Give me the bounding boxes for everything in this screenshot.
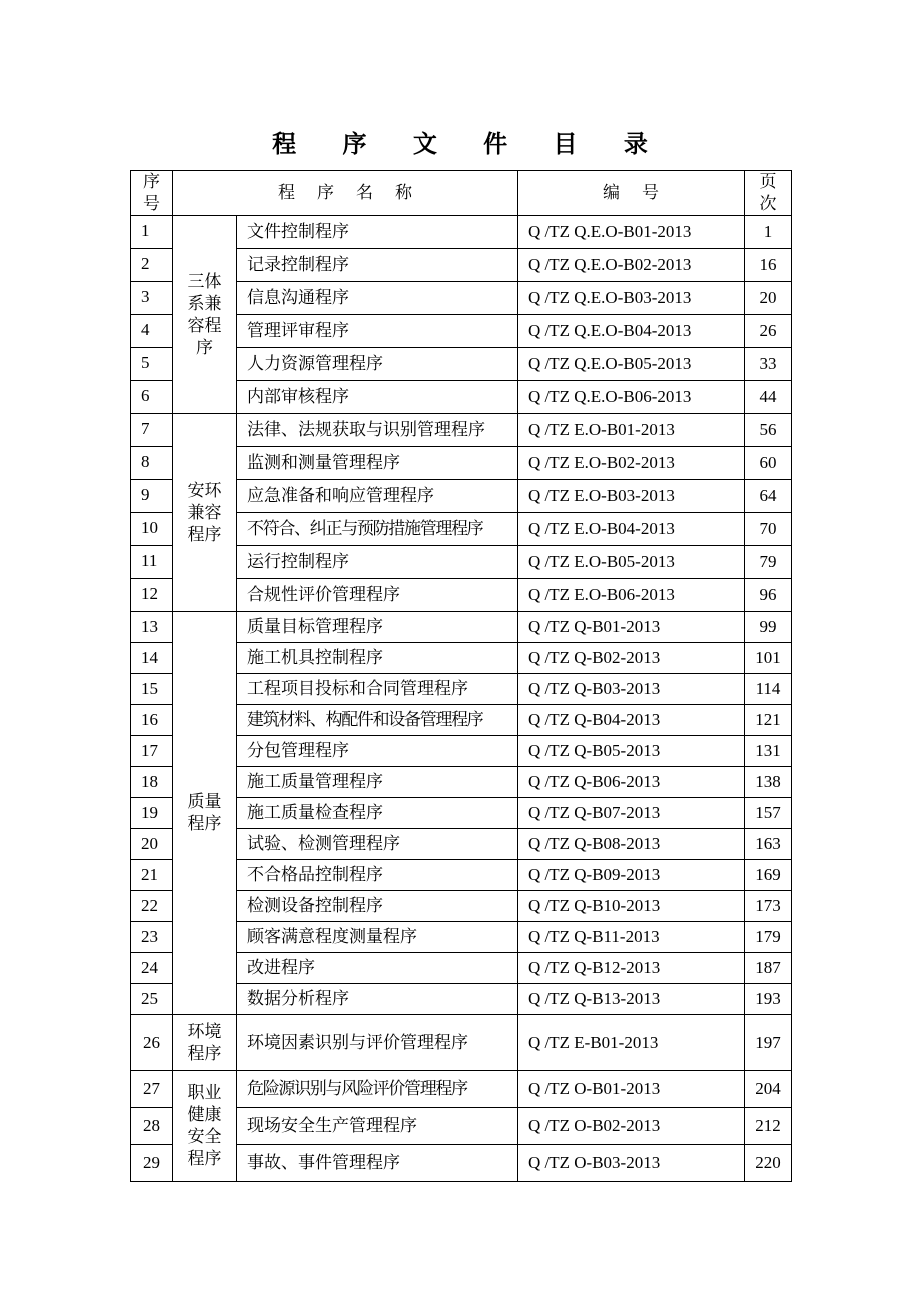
procedure-code: Q /TZ Q-B12-2013 [518, 953, 745, 984]
procedure-name: 应急准备和响应管理程序 [237, 480, 518, 513]
procedure-code: Q /TZ Q-B03-2013 [518, 674, 745, 705]
procedure-name: 合规性评价管理程序 [237, 579, 518, 612]
row-number: 19 [131, 798, 173, 829]
page-number: 99 [745, 612, 792, 643]
page-number: 56 [745, 414, 792, 447]
row-number: 8 [131, 447, 173, 480]
row-number: 3 [131, 282, 173, 315]
page-number: 70 [745, 513, 792, 546]
procedure-code: Q /TZ Q-B06-2013 [518, 767, 745, 798]
procedure-name: 改进程序 [237, 953, 518, 984]
procedure-code: Q /TZ Q-B01-2013 [518, 612, 745, 643]
group-label-line: 程序 [187, 1043, 222, 1064]
procedure-code: Q /TZ Q-B08-2013 [518, 829, 745, 860]
page-number: 114 [745, 674, 792, 705]
procedure-code: Q /TZ E-B01-2013 [518, 1015, 745, 1071]
header-number [131, 171, 173, 216]
page-number: 163 [745, 829, 792, 860]
row-number: 16 [131, 705, 173, 736]
header-page-line2: 次 [759, 194, 777, 214]
procedure-name: 内部审核程序 [237, 381, 518, 414]
page-number: 197 [745, 1015, 792, 1071]
procedure-name: 不符合、纠正与预防措施管理程序 [237, 513, 518, 546]
procedure-code: Q /TZ O-B03-2013 [518, 1145, 745, 1182]
procedure-code: Q /TZ E.O-B02-2013 [518, 447, 745, 480]
row-number: 20 [131, 829, 173, 860]
document-title: 程 序 文 件 目 录 [272, 130, 667, 158]
procedure-code: Q /TZ Q-B05-2013 [518, 736, 745, 767]
table-row [131, 414, 792, 447]
procedure-name: 不合格品控制程序 [237, 860, 518, 891]
page-number: 26 [745, 315, 792, 348]
procedure-name: 监测和测量管理程序 [237, 447, 518, 480]
row-number: 9 [131, 480, 173, 513]
group-label-line: 安全 [187, 1127, 222, 1147]
procedure-code: Q /TZ Q.E.O-B01-2013 [518, 216, 745, 249]
group-label-line: 三体 [187, 271, 222, 292]
procedure-name: 环境因素识别与评价管理程序 [237, 1015, 518, 1071]
group-label-line: 容程 [187, 315, 222, 336]
procedure-code: Q /TZ Q-B02-2013 [518, 643, 745, 674]
procedure-name: 建筑材料、构配件和设备管理程序 [237, 705, 518, 736]
page-number: 138 [745, 767, 792, 798]
row-number: 11 [131, 546, 173, 579]
page-number: 33 [745, 348, 792, 381]
procedure-name: 数据分析程序 [237, 984, 518, 1015]
page-number: 204 [745, 1071, 792, 1108]
procedure-name: 施工质量检查程序 [237, 798, 518, 829]
procedure-name: 分包管理程序 [237, 736, 518, 767]
procedure-name: 事故、事件管理程序 [237, 1145, 518, 1182]
row-number: 10 [131, 513, 173, 546]
table-header-row [131, 171, 792, 216]
procedure-code: Q /TZ Q.E.O-B04-2013 [518, 315, 745, 348]
row-number: 2 [131, 249, 173, 282]
page-number: 79 [745, 546, 792, 579]
procedure-code: Q /TZ E.O-B05-2013 [518, 546, 745, 579]
group-label-line: 质量 [187, 792, 222, 812]
procedure-name: 人力资源管理程序 [237, 348, 518, 381]
page-number: 157 [745, 798, 792, 829]
row-number: 6 [131, 381, 173, 414]
procedure-code: Q /TZ Q-B09-2013 [518, 860, 745, 891]
group-label [173, 1071, 237, 1182]
page-number: 16 [745, 249, 792, 282]
row-number: 23 [131, 922, 173, 953]
procedure-name: 试验、检测管理程序 [237, 829, 518, 860]
page-number: 173 [745, 891, 792, 922]
group-label-line: 职业 [187, 1083, 222, 1103]
page-number: 212 [745, 1108, 792, 1145]
row-number: 7 [131, 414, 173, 447]
page-number: 60 [745, 447, 792, 480]
procedure-table [130, 170, 792, 1182]
group-label-line: 健康 [187, 1105, 222, 1125]
procedure-code: Q /TZ Q-B04-2013 [518, 705, 745, 736]
page-number: 193 [745, 984, 792, 1015]
group-label [173, 216, 237, 414]
table-row [131, 1071, 792, 1108]
procedure-name: 记录控制程序 [237, 249, 518, 282]
procedure-name: 施工机具控制程序 [237, 643, 518, 674]
row-number: 21 [131, 860, 173, 891]
procedure-code: Q /TZ Q.E.O-B02-2013 [518, 249, 745, 282]
row-number: 15 [131, 674, 173, 705]
table-row [131, 216, 792, 249]
page-number: 187 [745, 953, 792, 984]
row-number: 12 [131, 579, 173, 612]
procedure-name: 法律、法规获取与识别管理程序 [237, 414, 518, 447]
page-number: 44 [745, 381, 792, 414]
procedure-code: Q /TZ Q-B13-2013 [518, 984, 745, 1015]
group-label-line: 兼容 [187, 502, 222, 523]
row-number: 26 [131, 1015, 173, 1071]
procedure-name: 顾客满意程度测量程序 [237, 922, 518, 953]
page-number: 20 [745, 282, 792, 315]
row-number: 17 [131, 736, 173, 767]
header-number-line2: 号 [143, 194, 160, 214]
group-label-line: 安环 [187, 480, 222, 501]
row-number: 28 [131, 1108, 173, 1145]
group-label [173, 414, 237, 612]
row-number: 1 [131, 216, 173, 249]
table-row [131, 1015, 792, 1071]
row-number: 18 [131, 767, 173, 798]
group-label [173, 1015, 237, 1071]
procedure-code: Q /TZ Q.E.O-B05-2013 [518, 348, 745, 381]
group-label-line: 程序 [187, 524, 222, 545]
procedure-name: 施工质量管理程序 [237, 767, 518, 798]
page-number: 96 [745, 579, 792, 612]
row-number: 29 [131, 1145, 173, 1182]
procedure-code: Q /TZ O-B02-2013 [518, 1108, 745, 1145]
page-number: 121 [745, 705, 792, 736]
procedure-name: 检测设备控制程序 [237, 891, 518, 922]
procedure-name: 现场安全生产管理程序 [237, 1108, 518, 1145]
row-number: 4 [131, 315, 173, 348]
group-label [173, 612, 237, 1015]
group-label-line: 序 [196, 337, 213, 358]
group-label-line: 环境 [187, 1021, 222, 1042]
header-number-line1: 序 [143, 172, 160, 192]
procedure-code: Q /TZ E.O-B01-2013 [518, 414, 745, 447]
page-number: 169 [745, 860, 792, 891]
procedure-name: 信息沟通程序 [237, 282, 518, 315]
procedure-name: 工程项目投标和合同管理程序 [237, 674, 518, 705]
table-row [131, 612, 792, 643]
procedure-name: 危险源识别与风险评价管理程序 [237, 1071, 518, 1108]
procedure-name: 文件控制程序 [237, 216, 518, 249]
procedure-code: Q /TZ E.O-B04-2013 [518, 513, 745, 546]
procedure-code: Q /TZ Q.E.O-B06-2013 [518, 381, 745, 414]
page-number: 1 [745, 216, 792, 249]
row-number: 25 [131, 984, 173, 1015]
header-procedure-name: 程序名称 [173, 171, 518, 216]
group-label-line: 程序 [187, 1149, 222, 1169]
procedure-code: Q /TZ Q.E.O-B03-2013 [518, 282, 745, 315]
page-number: 64 [745, 480, 792, 513]
group-label-line: 程序 [187, 814, 222, 834]
procedure-code: Q /TZ Q-B10-2013 [518, 891, 745, 922]
procedure-name: 运行控制程序 [237, 546, 518, 579]
row-number: 14 [131, 643, 173, 674]
header-page [745, 171, 792, 216]
header-code: 编号 [518, 171, 745, 216]
header-page-line1: 页 [759, 172, 777, 192]
procedure-code: Q /TZ O-B01-2013 [518, 1071, 745, 1108]
row-number: 27 [131, 1071, 173, 1108]
procedure-name: 管理评审程序 [237, 315, 518, 348]
page-number: 179 [745, 922, 792, 953]
procedure-code: Q /TZ E.O-B06-2013 [518, 579, 745, 612]
row-number: 22 [131, 891, 173, 922]
page-number: 220 [745, 1145, 792, 1182]
row-number: 5 [131, 348, 173, 381]
procedure-name: 质量目标管理程序 [237, 612, 518, 643]
row-number: 24 [131, 953, 173, 984]
row-number: 13 [131, 612, 173, 643]
procedure-code: Q /TZ Q-B07-2013 [518, 798, 745, 829]
page-number: 131 [745, 736, 792, 767]
page-number: 101 [745, 643, 792, 674]
procedure-code: Q /TZ E.O-B03-2013 [518, 480, 745, 513]
group-label-line: 系兼 [187, 293, 222, 314]
procedure-code: Q /TZ Q-B11-2013 [518, 922, 745, 953]
table-body [131, 216, 792, 1182]
